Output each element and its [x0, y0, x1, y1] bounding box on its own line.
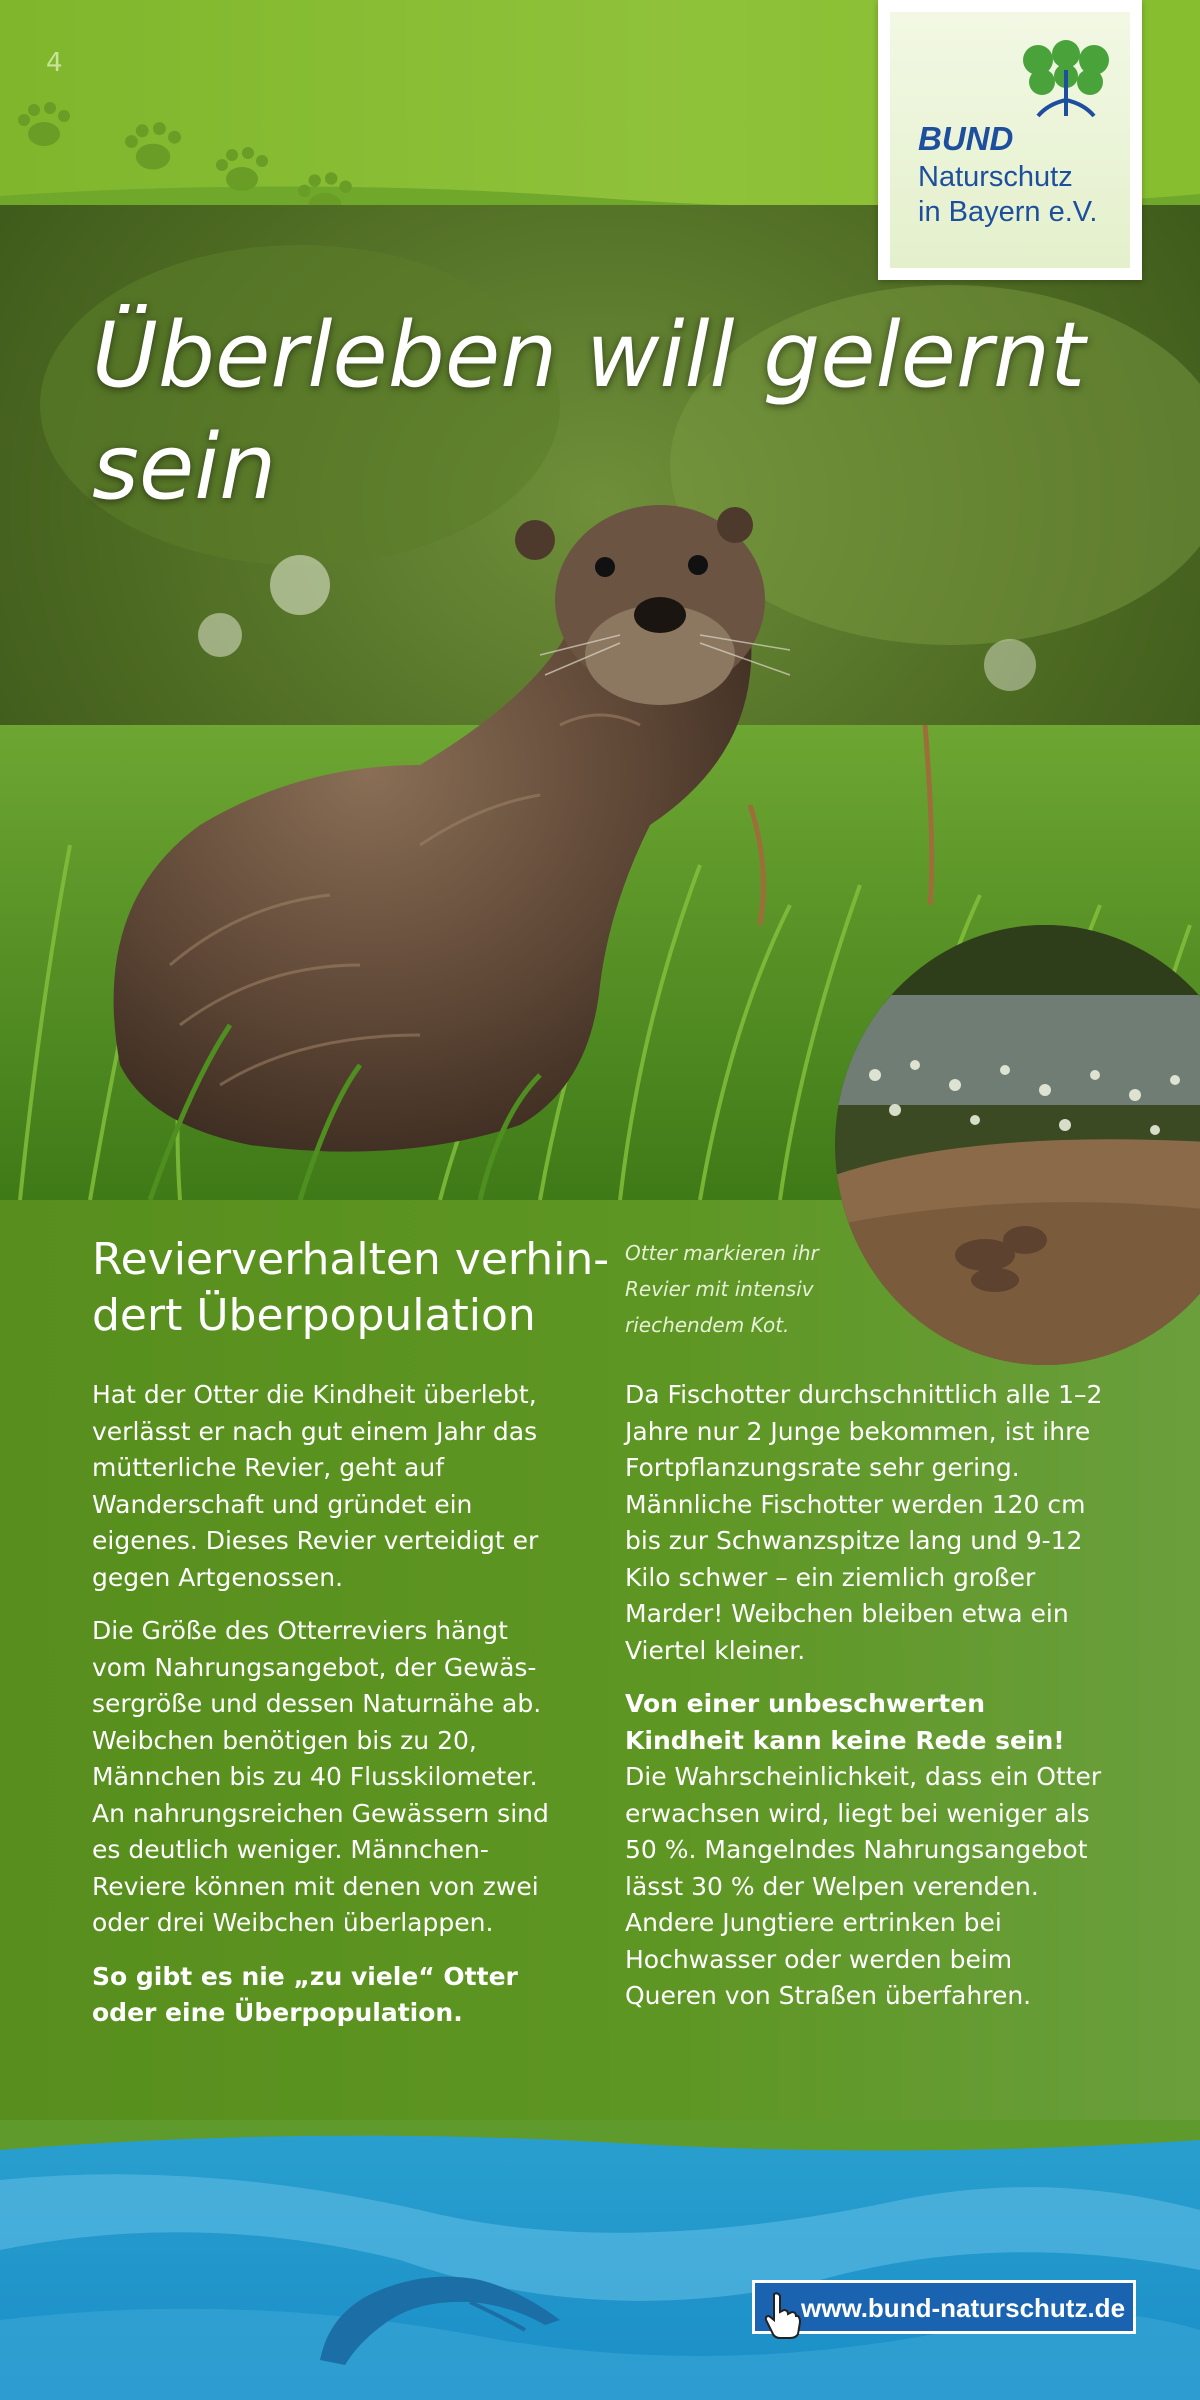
page-number: 4: [46, 48, 63, 78]
bold-statement: So gibt es nie „zu viele“ Otter oder eine Überpopulation.: [92, 1961, 518, 2027]
paragraph: [625, 1686, 1103, 2015]
paragraph: Die Größe des Otterreviers hängt vom Nahrungsangebot, der Gewässergröße und dessen Naturnähe ab. Weibchen benötigen bis zu 20, Männchen bis zu 40 Flusskilometer. An nahrungsreichen Gewässern sind es deutlich weniger. Männchen-Reviere können mit denen von zwei oder drei Weibchen überlappen.: [92, 1616, 549, 1937]
water-footer: [0, 2120, 1200, 2400]
paragraph: Da Fischotter durchschnittlich alle 1–2 Jahre nur 2 Junge bekommen, ist ihre Fortpflanzungsrate sehr gering. Männliche Fischotter werden 120 cm bis zur Schwanzspitze lang und 9-12 Kilo schwer – ein ziemlich großer Marder! Weibchen bleiben etwa ein Viertel kleiner.: [625, 1380, 1103, 1665]
right-text-column: [625, 1377, 1103, 2032]
tree-logo-icon: [1018, 40, 1114, 118]
subheading: [92, 1232, 612, 1344]
bund-logo: [878, 0, 1142, 280]
paragraph: Hat der Otter die Kindheit überlebt, verlässt er nach gut einem Jahr das mütterliche Revier, geht auf Wanderschaft und gründet ein eigenes. Dieses Revier verteidigt er gegen Artgenossen.: [92, 1380, 539, 1592]
left-text-column: [92, 1377, 570, 2049]
bold-lead: Von einer unbeschwerten Kindheit kann keine Rede sein!: [625, 1689, 1065, 1755]
website-url[interactable]: www.bund-naturschutz.de: [801, 2293, 1126, 2323]
logo-org-name: [918, 160, 1098, 230]
water-illustration: [0, 2120, 1200, 2400]
paw-print-icon: [118, 120, 188, 176]
headline-line-1: Überleben will gelernt: [92, 303, 1086, 408]
subheading-line-1: Revierverhalten verhin-: [92, 1234, 610, 1285]
paragraph-bold: [92, 1959, 570, 2032]
logo-brand: BUND: [918, 120, 1014, 157]
paw-print-icon: [210, 145, 274, 197]
logo-line-2: in Bayern e.V.: [918, 196, 1098, 228]
headline: [92, 300, 1092, 524]
subheading-line-2: dert Überpopulation: [92, 1290, 536, 1341]
photo-caption: Otter markieren ihr Revier mit intensiv riechendem Kot.: [625, 1241, 819, 1337]
paragraph-rest: Die Wahrscheinlichkeit, dass ein Otter erwachsen wird, liegt bei weniger als 50 %. Mangelndes Nahrungsangebot lässt 30 % der Welpen verenden. Andere Jungtiere ertrinken bei Hochwasser oder werden beim Queren von Straßen überfahren.: [625, 1762, 1102, 2010]
paw-print-icon: [12, 100, 76, 152]
logo-line-1: Naturschutz: [918, 161, 1073, 193]
hand-cursor-icon: [762, 2290, 802, 2340]
headline-line-2: sein: [92, 415, 277, 520]
website-link[interactable]: [752, 2280, 1136, 2334]
